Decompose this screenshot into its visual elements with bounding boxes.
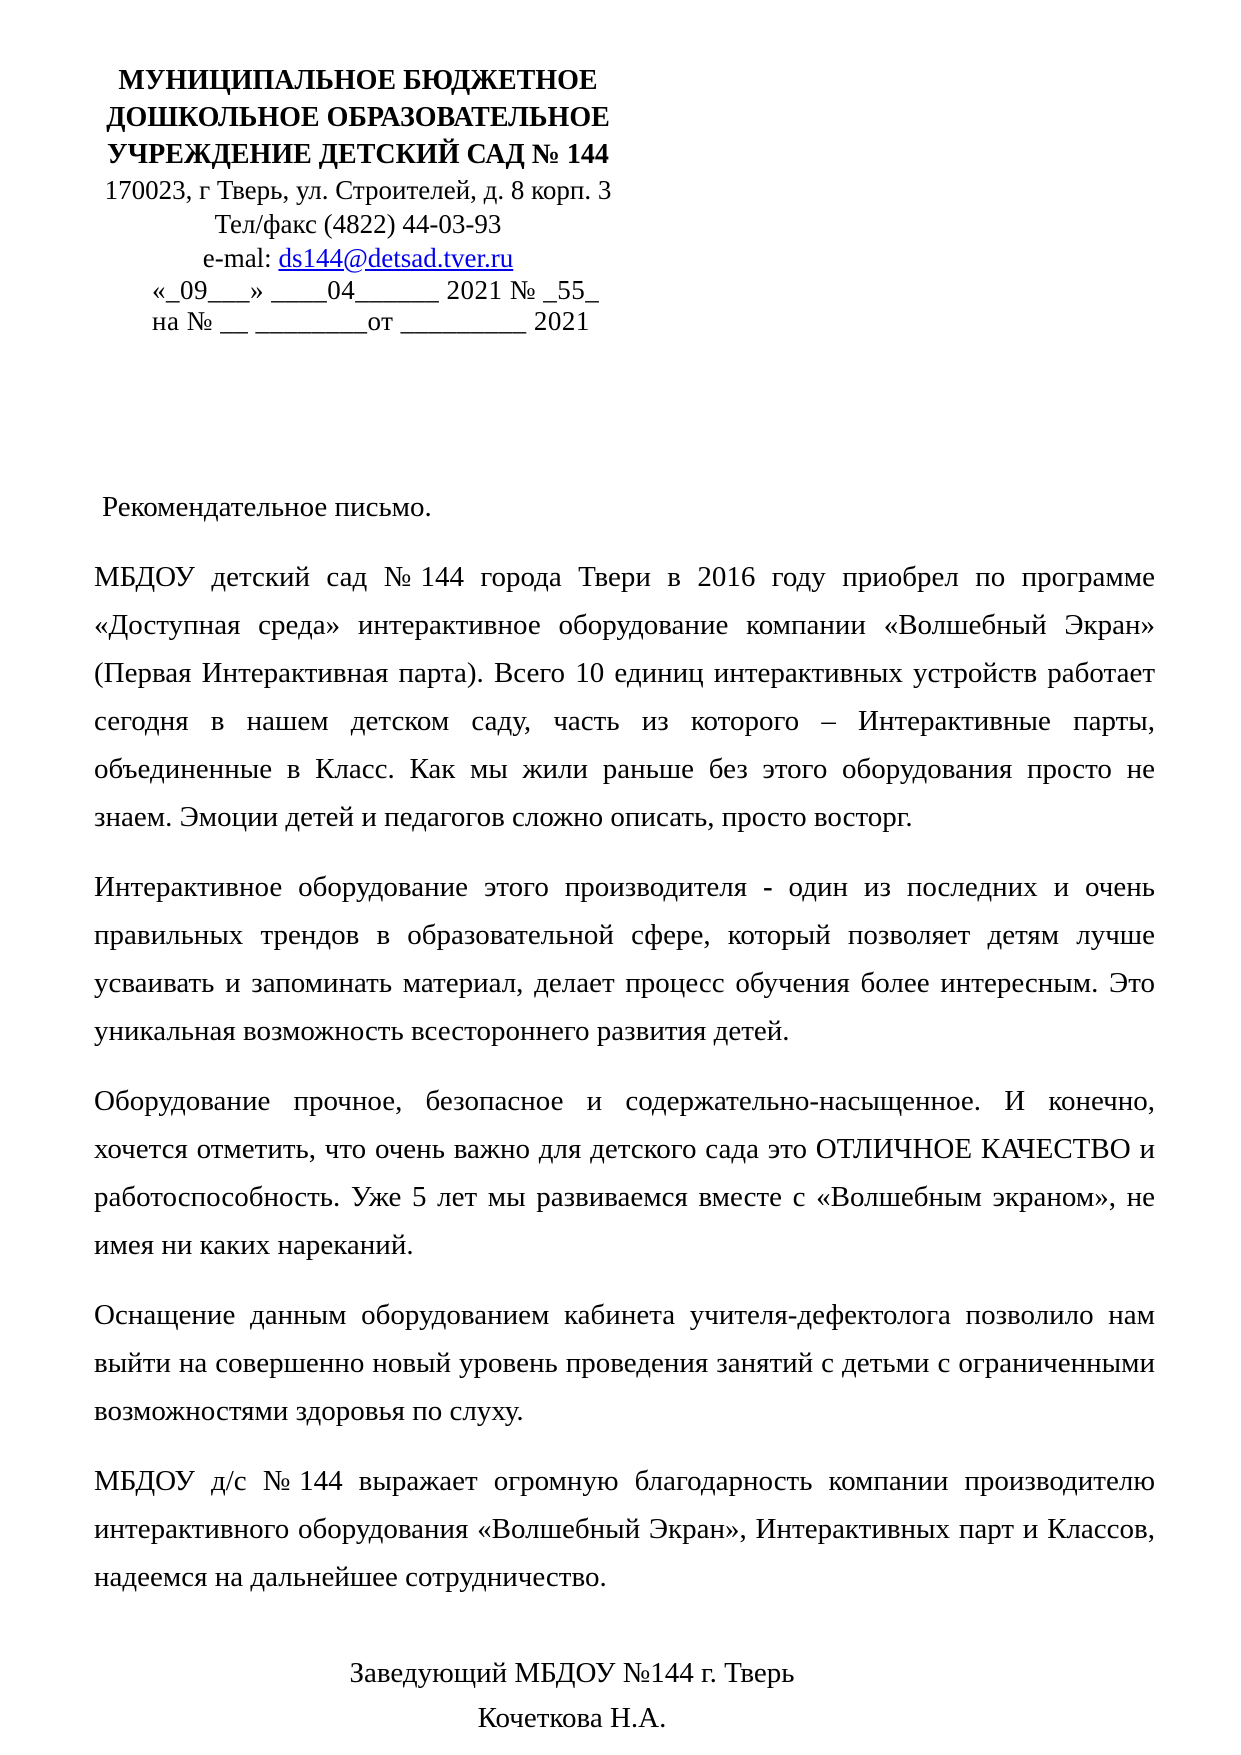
paragraph-2-after: один из последних и очень правильных трендов в образовательной сфере, который позволяет детям лучше усваивать и запоминать материал, делает процесс обучения более интересным. Это уникальная возможность всестороннего развития детей. [94,871,1155,1047]
org-name-line-3: УЧРЕЖДЕНИЕ ДЕТСКИЙ САД № 144 [107,139,609,170]
email-label: e-mal: [202,243,279,273]
org-address: 170023, г Тверь, ул. Строителей, д. 8 корп. 3 [104,175,612,205]
paragraph-3: Оборудование прочное, безопасное и содержательно-насыщенное. И конечно, хочется отметить, что очень важно для детского сада это ОТЛИЧНОЕ КАЧЕСТВО и работоспособность. Уже 5 лет мы развиваемся вместе с «Волшебным экраном», не имея ни каких нареканий. [94,1085,1155,1261]
letter-date-number-line: «_09___» ____04______ 2021 № _55_ [152,275,600,305]
signature-block [94,1651,1050,1741]
email-link[interactable]: ds144@detsad.tver.ru [278,243,514,273]
paragraph-1: МБДОУ детский сад №144 города Твери в 2016 году приобрел по программе «Доступная среда» интерактивное оборудование компании «Волшебный Экран» (Первая Интерактивная парта). Всего 10 единиц интерактивных устройств работает сегодня в нашем детском саду, часть из которого – Интерактивные парты, объединенные в Класс. Как мы жили раньше без этого оборудования просто не знаем. Эмоции детей и педагогов сложно описать, просто восторг. [94,561,1155,833]
signature-position-line: Заведующий МБДОУ №144 г. Тверь [349,1657,795,1689]
signature-name-line: Кочеткова Н.А. [477,1702,667,1734]
paragraph-4: Оснащение данным оборудованием кабинета учителя-дефектолога позволило нам выйти на совершенно новый уровень проведения занятий с детьми с ограниченными возможностями здоровья по слуху. [94,1299,1155,1427]
org-name-line-1: МУНИЦИПАЛЬНОЕ БЮДЖЕТНОЕ [118,65,598,96]
letter-reference-line: на № __ ________от _________ 2021 [152,306,590,336]
org-email-line [88,241,628,275]
paragraph-2-bold-dash: - [762,871,773,903]
paragraph-2 [94,863,1155,1055]
letter-title: Рекомендательное письмо. [102,491,432,523]
letterhead [88,62,628,337]
paragraph-5: МБДОУ д/с №144 выражает огромную благодарность компании производителю интерактивного оборудования «Волшебный Экран», Интерактивных парт и Классов, надеемся на дальнейшее сотрудничество. [94,1465,1155,1593]
org-name-line-2: ДОШКОЛЬНОЕ ОБРАЗОВАТЕЛЬНОЕ [106,102,610,133]
paragraph-2-before: Интерактивное оборудование этого производителя [94,871,763,903]
org-phone: Тел/факс (4822) 44-03-93 [214,209,502,239]
letter-body [94,483,1155,1741]
